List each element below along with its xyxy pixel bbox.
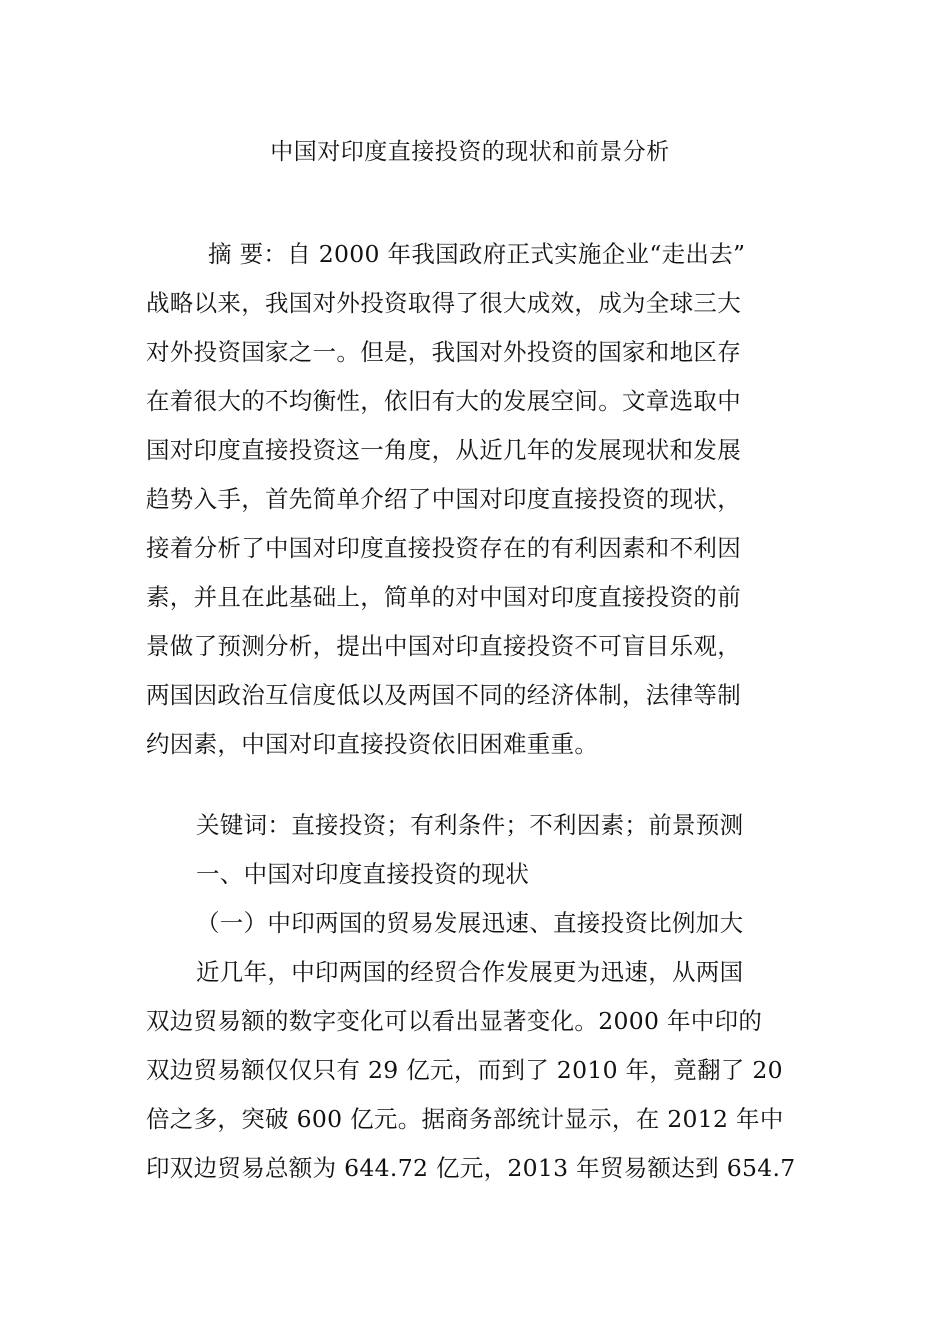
subsection-heading: （一）中印两国的贸易发展迅速、直接投资比例加大 [196, 909, 744, 937]
abstract-line: 对外投资国家之一。但是，我国对外投资的国家和地区存 [146, 338, 741, 366]
abstract-paragraph [146, 230, 794, 769]
abstract-line: 两国因政治互信度低以及两国不同的经济体制，法律等制 [146, 681, 741, 709]
body-line: 双边贸易额的数字变化可以看出显著变化。2000 年中印的 [146, 1007, 763, 1035]
body-line: 倍之多，突破 600 亿元。据商务部统计显示，在 2012 年中 [146, 1105, 784, 1133]
abstract-line: 约因素，中国对印直接投资依旧困难重重。 [146, 730, 599, 758]
abstract-line: 国对印度直接投资这一角度，从近几年的发展现状和发展 [146, 436, 741, 464]
body-line: 近几年，中印两国的经贸合作发展更为迅速，从两国 [196, 958, 744, 986]
section-heading: 一、中国对印度直接投资的现状 [196, 860, 530, 888]
abstract-line: 趋势入手，首先简单介绍了中国对印度直接投资的现状， [146, 485, 741, 513]
abstract-line: 战略以来，我国对外投资取得了很大成效，成为全球三大 [146, 289, 741, 317]
abstract-line: 在着很大的不均衡性，依旧有大的发展空间。文章选取中 [146, 387, 741, 415]
document-title: 中国对印度直接投资的现状和前景分析 [270, 139, 670, 165]
body-line: 双边贸易额仅仅只有 29 亿元，而到了 2010 年，竟翻了 20 [146, 1056, 783, 1084]
abstract-line: 摘 要：自 2000 年我国政府正式实施企业“走出去” [208, 240, 746, 268]
abstract-line: 景做了预测分析，提出中国对印直接投资不可盲目乐观， [146, 632, 741, 660]
abstract-line: 接着分析了中国对印度直接投资存在的有利因素和不利因 [146, 534, 741, 562]
body-paragraph [146, 948, 794, 1193]
body-line: 印双边贸易总额为 644.72 亿元，2013 年贸易额达到 654.7 [146, 1154, 796, 1182]
abstract-line: 素，并且在此基础上，简单的对中国对印度直接投资的前 [146, 583, 741, 611]
keywords-line: 关键词：直接投资；有利条件；不利因素；前景预测 [196, 811, 744, 839]
